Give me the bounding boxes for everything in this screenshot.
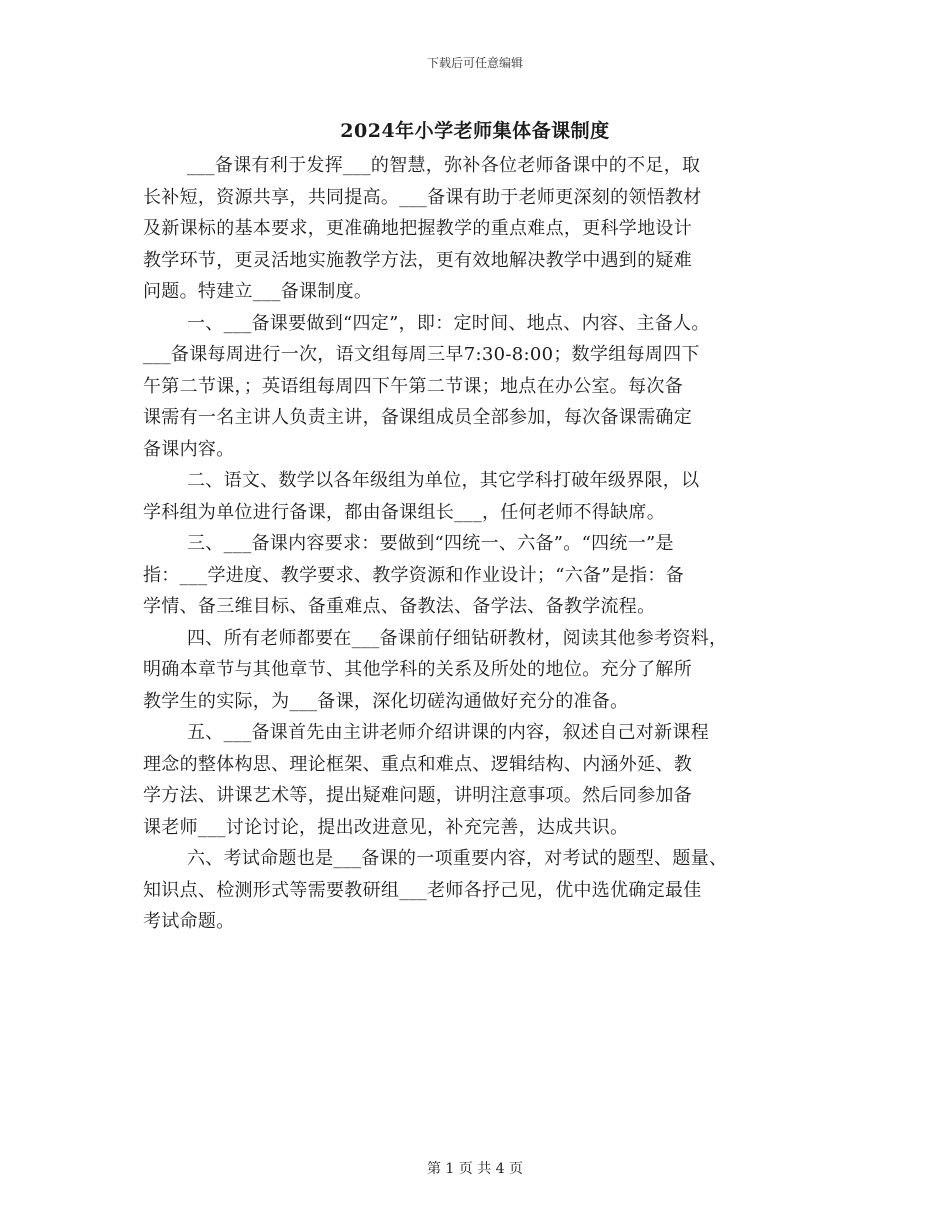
- page-number: 第 1 页 共 4 页: [426, 1161, 524, 1177]
- body-line: 六、考试命题也是___备课的一项重要内容，对考试的题型、题量、: [187, 848, 728, 869]
- body-line: 及新课标的基本要求，更准确地把握教学的重点难点，更科学地设计: [143, 218, 692, 239]
- body-line: 三、___备课内容要求：要做到“四统一、六备”。“四统一”是: [187, 533, 674, 554]
- body-line: 学情、备三维目标、备重难点、备教法、备学法、备教学流程。: [143, 596, 656, 617]
- body-line: 午第二节课，；英语组每周四下午第二节课；地点在办公室。每次备: [143, 375, 683, 397]
- download-note: 下载后可任意编辑: [426, 56, 523, 70]
- body-line: 二、语文、数学以各年级组为单位，其它学科打破年级界限，以: [187, 470, 700, 491]
- body-line: 五、___备课首先由主讲老师介绍讲课的内容，叙述自己对新课程: [187, 722, 709, 743]
- body-line: 学方法、讲课艺术等，提出疑难问题，讲明注意事项。然后同参加备: [143, 785, 692, 806]
- body-line: 课老师___讨论讨论，提出改进意见，补充完善，达成共识。: [143, 816, 629, 838]
- body-line: 问题。特建立___备课制度。: [143, 281, 373, 302]
- body-line: 备课内容。: [143, 438, 235, 460]
- document-title: 2024年小学老师集体备课制度: [340, 120, 610, 142]
- body-line: ___备课有利于发挥___的智慧，弥补各位老师备课中的不足，取: [187, 155, 701, 176]
- body-line: 教学环节，更灵活地实施教学方法，更有效地解决教学中遇到的疑难: [143, 249, 692, 271]
- document-body: [143, 150, 823, 938]
- body-line: 学科组为单位进行备课，都由备课组长___，任何老师不得缺席。: [143, 501, 665, 523]
- body-line: 考试命题。: [143, 911, 235, 932]
- body-line: 知识点、检测形式等需要教研组___老师各抒己见，优中选优确定最佳: [143, 879, 702, 901]
- body-line: ___备课每周进行一次，语文组每周三早7:30-8:00；数学组每周四下: [143, 344, 700, 365]
- body-line: 长补短，资源共享，共同提高。___备课有助于老师更深刻的领悟教材: [143, 186, 702, 208]
- body-line: 指：___学进度、教学要求、教学资源和作业设计；“六备”是指：备: [143, 564, 685, 586]
- body-line: 教学生的实际，为___备课，深化切磋沟通做好充分的准备。: [143, 690, 629, 712]
- body-line: 理念的整体构思、理论框架、重点和难点、逻辑结构、内涵外延、教: [143, 753, 692, 775]
- body-line: 课需有一名主讲人负责主讲，备课组成员全部参加，每次备课需确定: [143, 407, 692, 428]
- body-line: 四、所有老师都要在___备课前仔细钻研教材，阅读其他参考资料，: [187, 627, 728, 649]
- body-line: 一、___备课要做到“四定”，即：定时间、地点、内容、主备人。: [187, 312, 710, 334]
- body-line: 明确本章节与其他章节、其他学科的关系及所处的地位。充分了解所: [143, 659, 692, 680]
